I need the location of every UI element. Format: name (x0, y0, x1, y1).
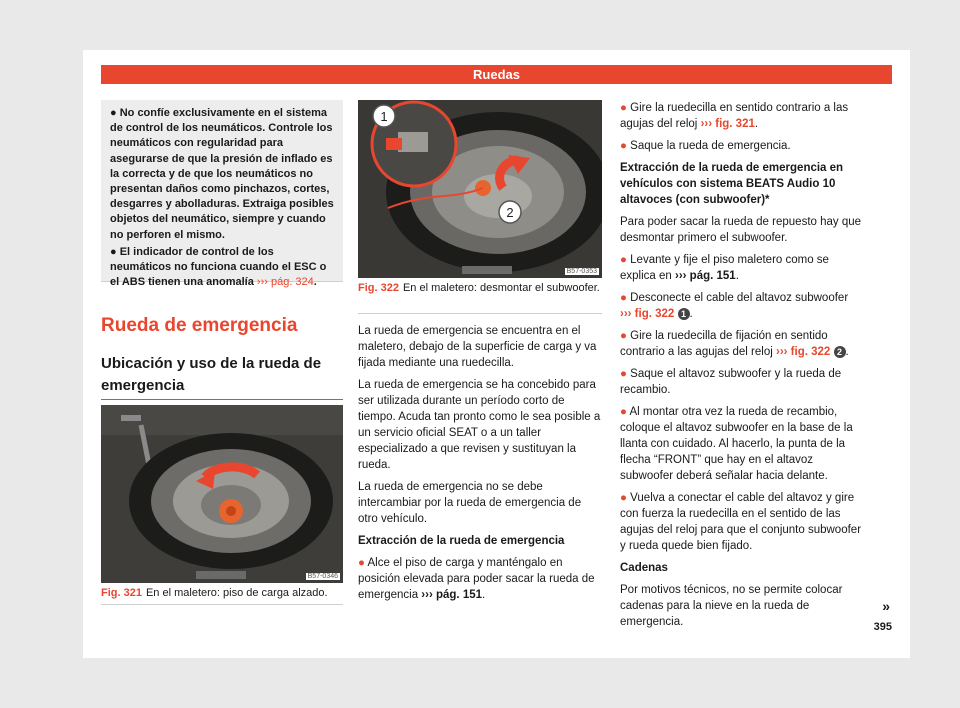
bullet-item: ● Alce el piso de carga y manténgalo en posición elevada para poder sacar la rueda de emergencia ››› pág. 151. (358, 557, 595, 601)
manual-page (83, 50, 910, 658)
paragraph: Por motivos técnicos, no se permite colocar cadenas para la nieve en la rueda de emergencia. (620, 584, 843, 628)
warning-item: ● El indicador de control de los neumáticos no funciona cuando el ESC o el ABS tienen una anomalía ››› pág. 324. (110, 245, 327, 289)
figure-code: B57-0353 (566, 268, 597, 275)
callout-badge: 2 (834, 346, 846, 358)
bullet-item: ● Saque la rueda de emergencia. (620, 140, 791, 152)
figure-number: Fig. 321 (101, 587, 142, 599)
callout-1: 1 (380, 109, 388, 124)
page-link[interactable]: ››› pág. 324 (256, 276, 314, 289)
continue-icon: » (882, 598, 890, 614)
figure-caption: Fig. 322 En el maletero: desmontar el subwoofer. (358, 282, 602, 314)
section-title: Rueda de emergencia (101, 315, 298, 336)
section-divider (101, 399, 343, 400)
figure-link[interactable]: ››› fig. 321 (700, 118, 755, 130)
figure-caption: Fig. 321 En el maletero: piso de carga alzado. (101, 587, 343, 605)
bullet-item: ● Levante y fije el piso maletero como se explica en ››› pág. 151. (620, 254, 829, 282)
callout-2: 2 (506, 205, 514, 220)
bullet-item: ● Saque el altavoz subwoofer y la rueda de recambio. (620, 368, 842, 396)
subheading: Extracción de la rueda de emergencia (358, 535, 565, 547)
column-2-text (358, 323, 604, 609)
subwoofer-illustration (358, 100, 602, 278)
page-link[interactable]: ››› pág. 151 (675, 270, 736, 282)
paragraph: La rueda de emergencia se encuentra en el maletero, debajo de la superficie de carga y va fijada mediante una ruedecilla. (358, 325, 597, 369)
paragraph: La rueda de emergencia no se debe intercambiar por la rueda de emergencia de otro vehículo. (358, 481, 582, 525)
bullet-item: ● Vuelva a conectar el cable del altavoz y gire con fuerza la ruedecilla en el sentido de las agujas del reloj para que el conjunto subwoofer y rueda quede bien fijado. (620, 492, 862, 552)
paragraph: Para poder sacar la rueda de repuesto hay que desmontar primero el subwoofer. (620, 216, 862, 244)
bullet-item: ● Gire la ruedecilla de fijación en sentido contrario a las agujas del reloj ››› fig. 322 2 . (620, 330, 849, 358)
bullet-item: ● Al montar otra vez la rueda de recambio, coloque el altavoz subwoofer en la base de la llanta con cuidado. Al hacerlo, la punta de la flecha “FRONT” que hay en el altavoz subwoofer deberá señalar hacia delante. (620, 406, 853, 482)
figure-spare-wheel (101, 405, 343, 583)
figure-code: B57-0346 (307, 573, 338, 580)
figure-link[interactable]: ››› fig. 322 (775, 346, 831, 358)
column-3-text (620, 100, 862, 636)
subheading: Extracción de la rueda de emergencia en vehículos con sistema BEATS Audio 10 altavoces (con subwoofer)* (620, 162, 844, 206)
bullet-item: ● Desconecte el cable del altavoz subwoofer ››› fig. 322 1 . (620, 292, 849, 320)
figure-link[interactable]: ››› fig. 322 (620, 308, 675, 320)
chapter-header: Ruedas (101, 65, 892, 84)
paragraph: La rueda de emergencia se ha concebido para ser utilizada durante un período corto de tiempo. Acuda tan pronto como le sea posible a un servicio oficial SEAT o a un taller especializado a que revisen y sustituyan la rueda. (358, 379, 601, 471)
page-number: 395 (873, 621, 892, 633)
callout-badge: 1 (678, 308, 690, 320)
figure-subwoofer (358, 100, 602, 278)
subsection-title: Ubicación y uso de la rueda de emergencia (101, 355, 322, 394)
spare-wheel-illustration (101, 405, 343, 583)
warning-item: ● No confíe exclusivamente en el sistema de control de los neumáticos. Controle los neumáticos con regularidad para asegurarse de que la presión de inflado es la correcta y de que los neumáticos no presentan daños como pinchazos, cortes, desgarres y abolladuras. Extraiga posibles objetos del neumático, siempre y cuando no perforen el mismo. (110, 107, 334, 241)
bullet-item: ● Gire la ruedecilla en sentido contrario a las agujas del reloj ››› fig. 321. (620, 102, 849, 130)
page-link[interactable]: ››› pág. 151 (421, 589, 483, 601)
figure-number: Fig. 322 (358, 282, 399, 294)
warning-box (101, 100, 343, 289)
subheading: Cadenas (620, 562, 668, 574)
